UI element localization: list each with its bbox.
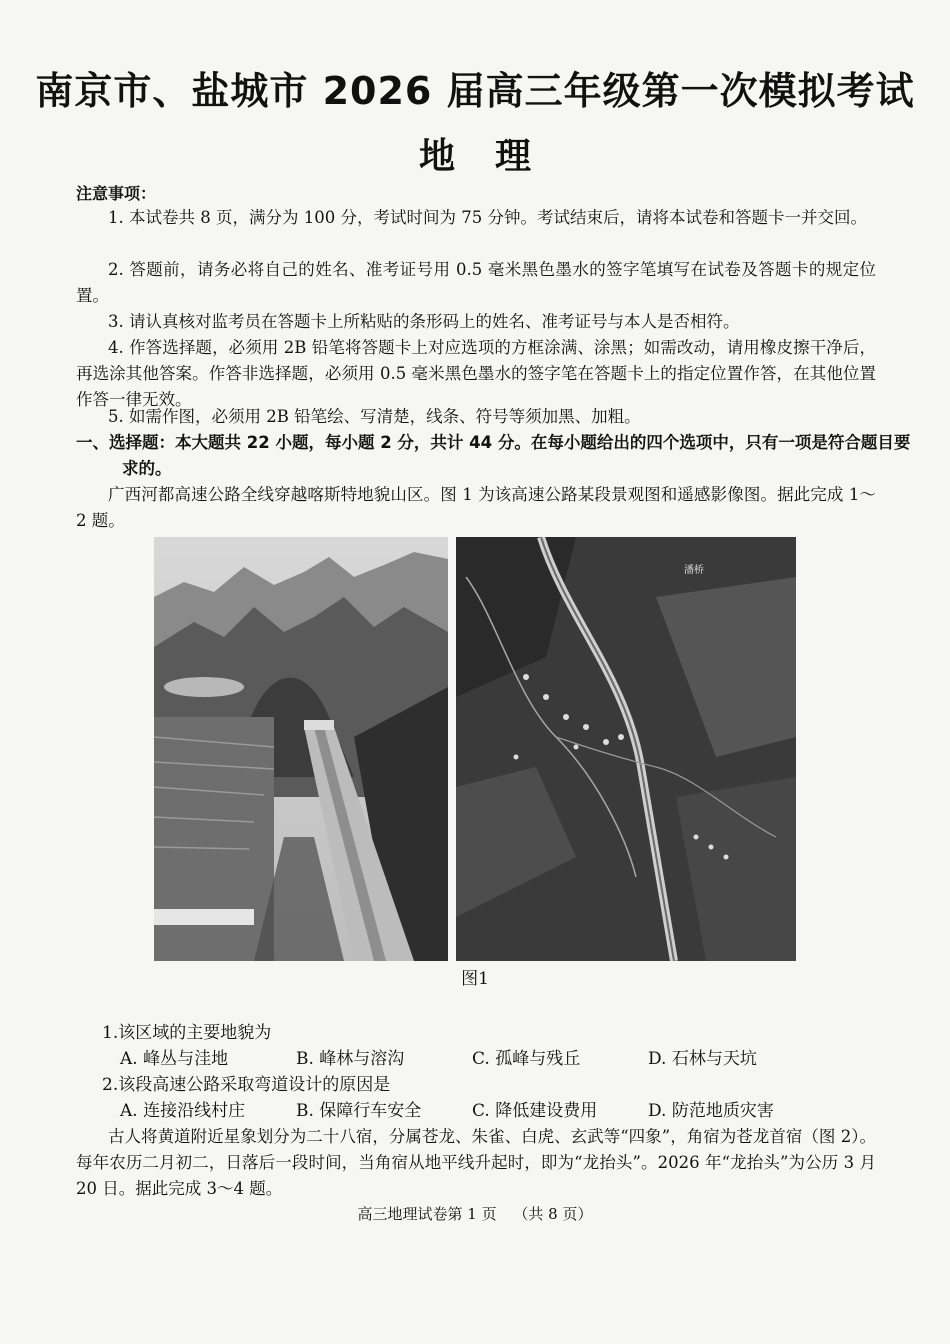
- material-1: 广西河都高速公路全线穿越喀斯特地貌山区。图 1 为该高速公路某段景观图和遥感影像图。据此完成 1～2 题。: [76, 485, 876, 530]
- material-2: 古人将黄道附近星象划分为二十八宿，分属苍龙、朱雀、白虎、玄武等“四象”，角宿为苍龙首宿（图 2）。每年农历二月初二，日落后一段时间，当角宿从地平线升起时，即为“龙抬头”。2026 年“龙抬头”为公历 3 月 20 日。据此完成 3～4 题。: [76, 1127, 876, 1198]
- notice-item-2: 2. 答题前，请务必将自己的姓名、准考证号用 0.5 毫米黑色墨水的签字笔填写在试卷及答题卡的规定位置。: [76, 260, 876, 305]
- remote-sensing-label: 潘桥: [684, 565, 704, 576]
- question-2-stem: 2.该段高速公路采取弯道设计的原因是: [102, 1075, 391, 1095]
- q2-option-b[interactable]: B. 保障行车安全: [296, 1101, 422, 1121]
- notice-item-1: 1. 本试卷共 8 页，满分为 100 分，考试时间为 75 分钟。考试结束后，请将本试卷和答题卡一并交回。: [108, 208, 867, 227]
- footer-total-label: （共 8 页）: [513, 1205, 593, 1223]
- footer-page-label: 高三地理试卷第 1 页: [357, 1205, 497, 1223]
- exam-title: 南京市、盐城市 2026 届高三年级第一次模拟考试: [35, 69, 915, 113]
- q1-option-d[interactable]: D. 石林与天坑: [648, 1049, 757, 1069]
- q1-option-b[interactable]: B. 峰林与溶沟: [296, 1049, 405, 1069]
- notice-heading: 注意事项：: [76, 184, 157, 203]
- figure-1-caption: 图1: [461, 969, 489, 989]
- question-1-stem: 1.该区域的主要地貌为: [102, 1023, 272, 1043]
- notice-item-3: 3. 请认真核对监考员在答题卡上所粘贴的条形码上的姓名、准考证号与本人是否相符。: [108, 312, 740, 331]
- remote-sensing-image: [456, 537, 796, 961]
- q2-option-a[interactable]: A. 连接沿线村庄: [120, 1101, 246, 1121]
- notice-item-5: 5. 如需作图，必须用 2B 铅笔绘、写清楚，线条、符号等须加黑、加粗。: [108, 407, 641, 426]
- notice-item-4: 4. 作答选择题，必须用 2B 铅笔将答题卡上对应选项的方框涂满、涂黑；如需改动，请用橡皮擦干净后，再选涂其他答案。作答非选择题，必须用 0.5 毫米黑色墨水的签字笔在答题卡上的指定位置作答，在其他位置作答一律无效。: [76, 338, 876, 409]
- highway-landscape-photo: [154, 537, 448, 961]
- q2-option-d[interactable]: D. 防范地质灾害: [648, 1101, 774, 1121]
- q2-option-c[interactable]: C. 降低建设费用: [472, 1101, 598, 1121]
- q1-option-a[interactable]: A. 峰丛与洼地: [120, 1049, 229, 1069]
- subject-title: 地理: [418, 136, 571, 177]
- q1-option-c[interactable]: C. 孤峰与残丘: [472, 1049, 581, 1069]
- page-footer: [0, 1203, 950, 1224]
- section-heading: 一、选择题：本大题共 22 小题，每小题 2 分，共计 44 分。在每小题给出的四个选项中，只有一项是符合题目要求的。: [76, 433, 911, 478]
